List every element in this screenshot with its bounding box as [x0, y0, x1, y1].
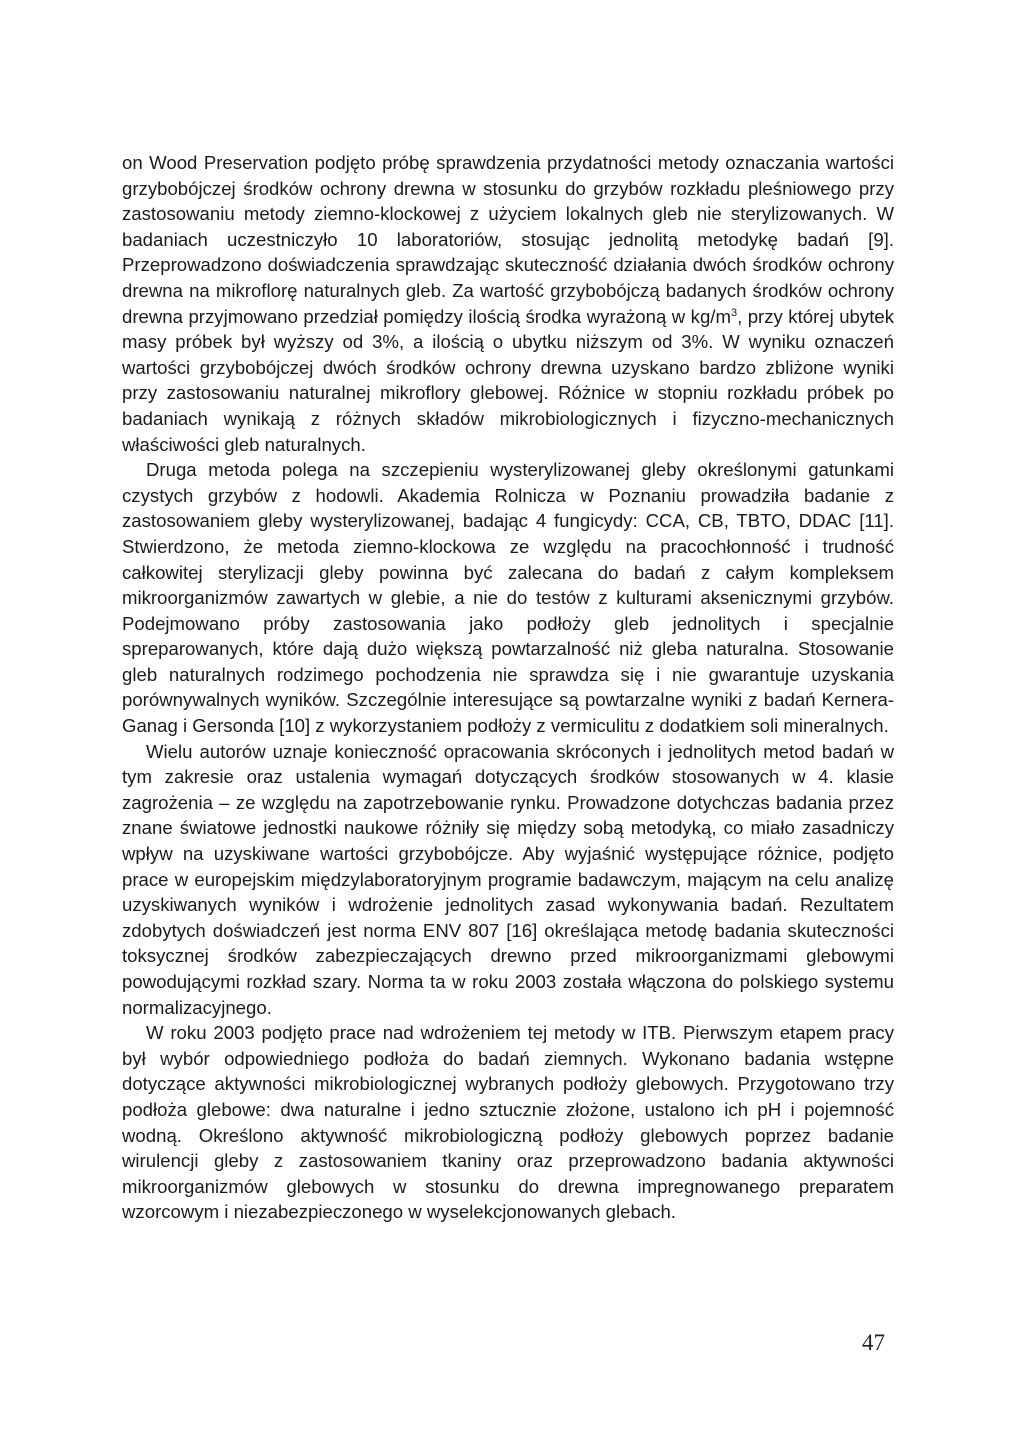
paragraph-4: W roku 2003 podjęto prace nad wdrożeniem tej metody w ITB. Pierwszym etapem pracy był wybór odpowiedniego podłoża do badań ziemnych. Wykonano badania wstępne dotyczące aktywności mikrobiologicznej wybranych podłoży glebowych. Przygotowano trzy podłoża glebowe: dwa naturalne i jedno sztucznie złożone, ustalono ich pH i pojemność wodną. Określono aktywność mikrobiologiczną podłoży glebowych poprzez badanie wirulencji gleby z zastosowaniem tkaniny oraz przeprowadzono badania aktywności mikroorganizmów glebowych w stosunku do drewna impregnowanego preparatem wzorcowym i niezabezpieczonego w wyselekcjonowanych glebach. — [122, 1022, 894, 1223]
paragraph-2: Druga metoda polega na szczepieniu wysterylizowanej gleby określonymi gatunkami czystych grzybów z hodowli. Akademia Rolnicza w Poznaniu prowadziła badanie z zastosowaniem gleby wysterylizowanej, badając 4 fungicydy: CCA, CB, TBTO, DDAC [11]. Stwierdzono, że metoda ziemno-klockowa ze względu na pracochłonność i trudność całkowitej sterylizacji gleby powinna być zalecana do badań z całym kompleksem mikroorganizmów zawartych w glebie, a nie do testów z kulturami aksenicznymi grzybów. Podejmowano próby zastosowania jako podłoży gleb jednolitych i specjalnie spreparowanych, które dają dużo większą powtarzalność niż gleba naturalna. Stosowanie gleb naturalnych rodzimego pochodzenia nie sprawdza się i nie gwarantuje uzyskania porównywalnych wyników. Szczególnie interesujące są powtarzalne wyniki z badań Kernera-Ganag i Gersonda [10] z wykorzystaniem podłoży z vermiculitu z dodatkiem soli mineralnych. — [122, 459, 894, 737]
body-text — [122, 150, 894, 1225]
paragraph-1-text-b: , przy której ubytek masy próbek był wyższy od 3%, a ilością o ubytku niższym od 3%. W wyniku oznaczeń wartości grzybobójczej dwóch środków ochrony drewna uzyskano bardzo zbliżone wyniki przy zastosowaniu naturalnej mikroflory glebowej. Różnice w stopniu rozkładu próbek po badaniach wynikają z różnych składów mikrobiologicznych i fizyczno-mechanicznych właściwości gleb naturalnych. — [122, 305, 894, 455]
superscript-exponent: 3 — [730, 306, 738, 319]
paragraph-1-text-a: on Wood Preservation podjęto próbę sprawdzenia przydatności metody oznaczania wartości grzybobójczej środków ochrony drewna w stosunku do grzybów rozkładu pleśniowego przy zastosowaniu metody ziemno-klockowej z użyciem lokalnych gleb nie sterylizowanych. W badaniach uczestniczyło 10 laboratoriów, stosując jednolitą metodykę badań [9]. Przeprowadzono doświadczenia sprawdzając skuteczność działania dwóch środków ochrony drewna na mikroflorę naturalnych gleb. Za wartość grzybobójczą badanych środków ochrony drewna przyjmowano przedział pomiędzy ilością środka wyrażoną w kg/m — [122, 152, 894, 327]
paragraph-3: Wielu autorów uznaje konieczność opracowania skróconych i jednolitych metod badań w tym zakresie oraz ustalenia wymagań dotyczących środków stosowanych w 4. klasie zagrożenia – ze względu na zapotrzebowanie rynku. Prowadzone dotychczas badania przez znane światowe jednostki naukowe różniły się między sobą metodyką, co miało zasadniczy wpływ na uzyskiwane wartości grzybobójcze. Aby wyjaśnić występujące różnice, podjęto prace w europejskim międzylaboratoryjnym programie badawczym, mającym na celu analizę uzyskiwanych wyników i wdrożenie jednolitych zasad wykonywania badań. Rezultatem zdobytych doświadczeń jest norma ENV 807 [16] określająca metodę badania skuteczności toksycznej środków zabezpieczających drewno przed mikroorganizmami glebowymi powodującymi rozkład szary. Norma ta w roku 2003 została włączona do polskiego systemu normalizacyjnego. — [122, 740, 894, 1018]
page-number: 47 — [862, 1330, 885, 1355]
paragraph-1 — [122, 150, 894, 457]
